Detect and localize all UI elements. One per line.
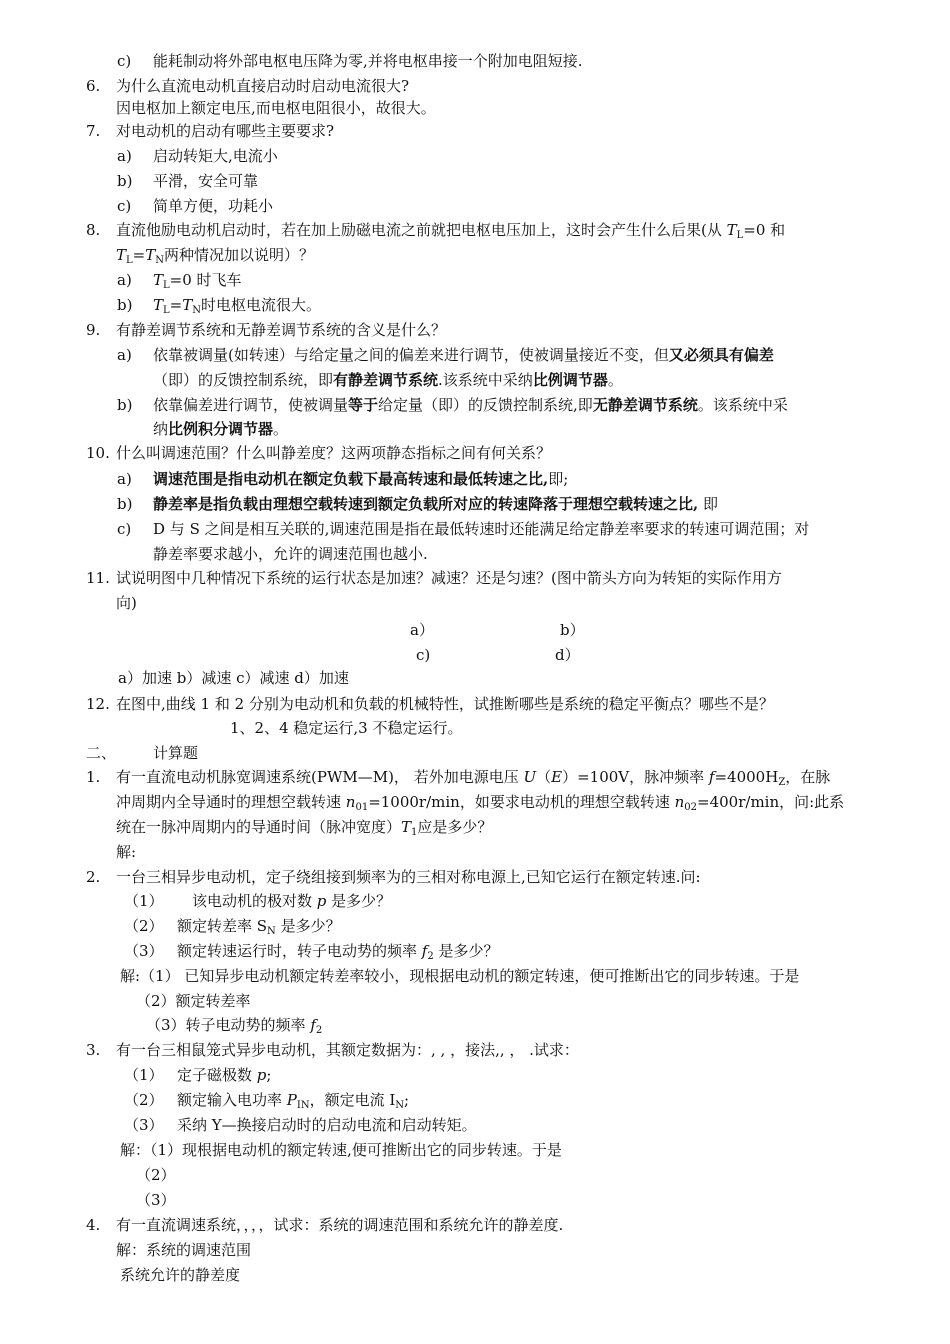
text-span: 解：系统的调速范围 (116, 1241, 252, 1259)
subscript: L (163, 305, 170, 316)
text-span: 系统允许的静差度 (120, 1266, 241, 1284)
text-span: 向) (116, 594, 137, 612)
text-line-q8a1 (153, 269, 242, 291)
text-line-q7a (153, 145, 278, 167)
text-line-c1b (116, 791, 844, 813)
text-line-c1d (116, 841, 136, 863)
text-span: （3）转子电动势的频率 (146, 1016, 311, 1034)
text-span: a）加速 b）减速 c）减速 d）加速 (118, 669, 349, 687)
text-line-q10b (153, 493, 718, 515)
text-line-c2s3 (146, 1014, 322, 1036)
text-line-c2s1 (120, 965, 799, 987)
text-span: （2） (136, 1166, 176, 1184)
text-span: 定子磁极数 (177, 1066, 257, 1084)
text-span: （3） (136, 1191, 176, 1209)
text-span: 在图中,曲线 1 和 2 分别为电动机和负载的机械特性，试推断哪些是系统的稳定平衡点？哪些不是？ (116, 695, 774, 713)
subscript: L (736, 230, 744, 241)
text-line-fa (410, 619, 434, 641)
item-label: 6. (86, 77, 101, 95)
item-label: a) (117, 346, 132, 364)
math-symbol: U (523, 768, 537, 786)
math-symbol: T (145, 246, 156, 264)
text-line-q8 (116, 219, 785, 241)
text-line-q12 (116, 693, 774, 715)
text-span: 时电枢电流很大。 (201, 296, 322, 314)
text-span: = (169, 296, 183, 314)
subscript: IN (296, 1100, 310, 1111)
subscript: N (395, 1100, 405, 1111)
text-line-q9b2 (153, 418, 288, 440)
text-line-q10c2 (153, 543, 428, 565)
text-line-c3 (116, 1039, 579, 1061)
text-span: 有一直流调速系统，，，，试求：系统的调速范围和系统允许的静差度. (116, 1216, 564, 1234)
math-symbol: n (345, 793, 356, 811)
text-span: （2）额定转差率 (136, 992, 251, 1010)
text-span: 即 (698, 495, 719, 513)
text-line-fb (560, 619, 585, 641)
text-span: ; (266, 1066, 272, 1084)
item-label: 4. (86, 1216, 101, 1234)
text-span: ; (404, 1091, 410, 1109)
text-span: 解：（1）现根据电动机的额定转速,便可推断出它的同步转速。于是 (120, 1141, 562, 1159)
subscript: Z (778, 777, 786, 788)
text-span: 有静差调节系统和无静差调节系统的含义是什么？ (116, 321, 447, 339)
text-span: c) (416, 646, 431, 664)
text-line-c4 (116, 1214, 563, 1236)
text-span: 平滑，安全可靠 (153, 172, 259, 190)
text-span: 。 (273, 420, 289, 438)
item-label: 9. (86, 321, 101, 339)
math-symbol: f (708, 768, 715, 786)
text-span: 。 (607, 371, 623, 389)
text-line-q10 (116, 442, 551, 464)
text-line-sec2 (153, 742, 198, 764)
text-span: ，在脉 (785, 768, 831, 786)
item-label: c) (117, 52, 132, 70)
subscript: 01 (355, 802, 369, 813)
text-span: 对电动机的启动有哪些主要要求? (116, 122, 335, 140)
text-line-q7c (153, 195, 273, 217)
text-span: 采纳 Y—换接启动时的启动电流和启动转矩。 (177, 1116, 477, 1134)
text-span: 冲周期内全导通时的理想空载转速 (116, 793, 346, 811)
text-span: =1000r/min，如要求电动机的理想空载转速 (368, 793, 675, 811)
text-line-q10a (153, 468, 568, 490)
text-line-c3b (177, 1089, 409, 1111)
text-line-l1 (153, 50, 583, 72)
math-symbol: T (401, 818, 412, 836)
math-symbol: f (310, 1016, 316, 1034)
text-line-c4s2 (120, 1264, 240, 1286)
text-span: 应是多少？ (417, 818, 493, 836)
text-span: 两种情况加以说明）？ (164, 246, 315, 264)
text-span: 解:（1） 已知异步电动机额定转差率较小，现根据电动机的额定转速，便可推断出它的同步转速。于是 (120, 967, 800, 985)
math-symbol: T (116, 246, 127, 264)
item-label: （1） (124, 892, 164, 910)
bold-text: 又必须具有偏差 (668, 346, 774, 364)
text-line-q11b (116, 592, 137, 614)
text-span: 简单方便，功耗小 (153, 197, 274, 215)
text-span: 为什么直流电动机直接启动时启动电流很大? (116, 77, 410, 95)
text-span: = (132, 246, 146, 264)
item-label: 二、 (86, 744, 117, 762)
text-line-q8a2 (153, 294, 321, 316)
math-symbol: p (316, 892, 327, 910)
text-span: 因电枢加上额定电压,而电枢电阻很小，故很大。 (116, 99, 436, 117)
item-label: b) (117, 396, 133, 414)
text-span: 统在一脉冲周期内的导通时间（脉冲宽度） (116, 818, 402, 836)
text-line-q7 (116, 120, 334, 142)
text-line-c3a (177, 1064, 271, 1086)
item-label: （1） (124, 1066, 164, 1084)
bold-text: 比例调节器 (532, 371, 608, 389)
text-span: 试说明图中几种情况下系统的运行状态是加速？减速？还是匀速？(图中箭头方向为转矩的实际作用方 (116, 569, 782, 587)
text-span: 额定输入电功率 (177, 1091, 287, 1109)
math-symbol: T (726, 221, 737, 239)
text-span: 计算题 (153, 744, 199, 762)
text-span: 能耗制动将外部电枢电压降为零,并将电枢串接一个附加电阻短接. (153, 52, 583, 70)
text-span: D 与 S 之间是相互关联的,调速范围是指在最低转速时还能满足给定静差率要求的转速可调范围；对 (153, 520, 810, 538)
text-span: 依靠偏差进行调节，使被调量 (153, 396, 349, 414)
text-span: 该电动机的极对数 (192, 892, 317, 910)
text-line-c1a (116, 766, 830, 788)
item-label: c) (117, 197, 132, 215)
item-label: b) (117, 172, 133, 190)
item-label: 12. (86, 695, 110, 713)
text-span: ，额定电流 I (309, 1091, 396, 1109)
subscript: N (155, 255, 164, 266)
item-label: a) (117, 470, 132, 488)
text-span: =4000H (714, 768, 779, 786)
text-span: 解: (116, 843, 137, 861)
bold-text: 比例积分调节器 (168, 420, 274, 438)
text-span: （即）的反馈控制系统，即 (153, 371, 334, 389)
math-symbol: T (182, 296, 193, 314)
item-label: 1. (86, 768, 101, 786)
text-line-c2 (116, 866, 701, 888)
text-line-c2a (192, 890, 391, 912)
text-span: b） (560, 621, 585, 639)
subscript: N (192, 305, 201, 316)
text-line-fc (416, 644, 430, 666)
text-span: 依靠被调量(如转速）与给定量之间的偏差来进行调节，使被调量接近不变，但 (153, 346, 669, 364)
bold-text: 无静差调节系统 (592, 396, 698, 414)
item-label: （2） (124, 917, 164, 935)
text-line-c2s2 (136, 990, 251, 1012)
text-span: 直流他励电动机启动时，若在加上励磁电流之前就把电枢电压加上，这时会产生什么后果(从 (116, 221, 727, 239)
math-symbol: n (674, 793, 685, 811)
text-line-q9a1 (153, 344, 774, 366)
text-line-c3s1 (120, 1139, 562, 1161)
text-span: ）=100V，脉冲频率 (562, 768, 709, 786)
text-line-c3s2 (136, 1164, 176, 1186)
text-line-q11 (116, 567, 782, 589)
subscript: 02 (684, 802, 698, 813)
bold-text: 调速范围是指电动机在额定负载下最高转速和最低转速之比, (153, 470, 549, 488)
text-line-c3c (177, 1114, 477, 1136)
text-span: 即; (548, 470, 569, 488)
math-symbol: f (421, 942, 428, 960)
subscript: 2 (315, 1025, 323, 1036)
item-label: 10. (86, 444, 110, 462)
math-symbol: E (551, 768, 563, 786)
text-span: 启动转矩大,电流小 (153, 147, 278, 165)
text-span: 是多少？ (275, 917, 341, 935)
text-span: 纳 (153, 420, 169, 438)
text-span: （ (536, 768, 552, 786)
item-label: 7. (86, 122, 101, 140)
text-span: 一台三相异步电动机，定子绕组接到频率为的三相对称电源上,已知它运行在额定转速.问: (116, 868, 701, 886)
text-line-q12ans (230, 717, 462, 739)
text-line-q8b (116, 244, 314, 266)
subscript: L (126, 255, 133, 266)
text-span: 。该系统中采 (697, 396, 788, 414)
text-line-c2c (177, 940, 499, 962)
item-label: b) (117, 296, 133, 314)
subscript: 2 (427, 951, 434, 962)
item-label: b) (117, 495, 133, 513)
text-line-q9a2 (153, 369, 623, 391)
item-label: （3） (124, 942, 164, 960)
math-symbol: T (153, 271, 164, 289)
subscript: L (163, 280, 170, 291)
item-label: （3） (124, 1116, 164, 1134)
text-line-c2b (177, 915, 341, 937)
text-line-c3s3 (136, 1189, 176, 1211)
text-line-fd (555, 644, 580, 666)
text-span: 1、2、4 稳定运行,3 不稳定运行。 (230, 719, 463, 737)
bold-text: 等于 (348, 396, 379, 414)
text-line-q6 (116, 75, 409, 97)
item-label: a) (117, 147, 132, 165)
item-label: a) (117, 271, 132, 289)
text-span: 静差率要求越小，允许的调速范围也越小. (153, 545, 428, 563)
item-label: （2） (124, 1091, 164, 1109)
text-line-c4s1 (116, 1239, 251, 1261)
math-symbol: p (256, 1066, 267, 1084)
item-label: 11. (86, 569, 110, 587)
text-span: 有一直流电动机脉宽调速系统(PWM—M)， 若外加电源电压 (116, 768, 524, 786)
text-span: =0 时飞车 (169, 271, 242, 289)
text-line-q10c1 (153, 518, 809, 540)
text-span: 是多少？ (326, 892, 392, 910)
math-symbol: T (153, 296, 164, 314)
text-span: 是多少？ (433, 942, 499, 960)
subscript: 1 (411, 827, 418, 838)
text-span: 有一台三相鼠笼式异步电动机，其额定数据为：, , ，接法,, ， .试求： (116, 1041, 579, 1059)
item-label: 3. (86, 1041, 101, 1059)
text-span: 额定转差率 S (177, 917, 268, 935)
text-line-q6a (116, 97, 436, 119)
subscript: N (267, 926, 276, 937)
text-line-q9b1 (153, 394, 788, 416)
text-span: .该系统中采纳 (438, 371, 533, 389)
item-label: 2. (86, 868, 101, 886)
text-span: 额定转速运行时，转子电动势的频率 (177, 942, 422, 960)
text-span: =0 和 (743, 221, 786, 239)
item-label: c) (117, 520, 132, 538)
text-span: =400r/min，问:此系 (697, 793, 845, 811)
text-span: 给定量（即）的反馈控制系统,即 (378, 396, 593, 414)
text-span: d） (555, 646, 580, 664)
text-span: 什么叫调速范围？什么叫静差度？这两项静态指标之间有何关系？ (116, 444, 552, 462)
item-label: 8. (86, 221, 101, 239)
bold-text: 静差率是指负载由理想空载转速到额定负载所对应的转速降落于理想空载转速之比, (153, 495, 699, 513)
text-line-q9 (116, 319, 446, 341)
math-symbol: P (286, 1091, 297, 1109)
bold-text: 有静差调节系统 (333, 371, 439, 389)
text-line-q11ans (118, 667, 349, 689)
text-line-c1c (116, 816, 492, 838)
text-span: a） (410, 621, 434, 639)
text-line-q7b (153, 170, 258, 192)
